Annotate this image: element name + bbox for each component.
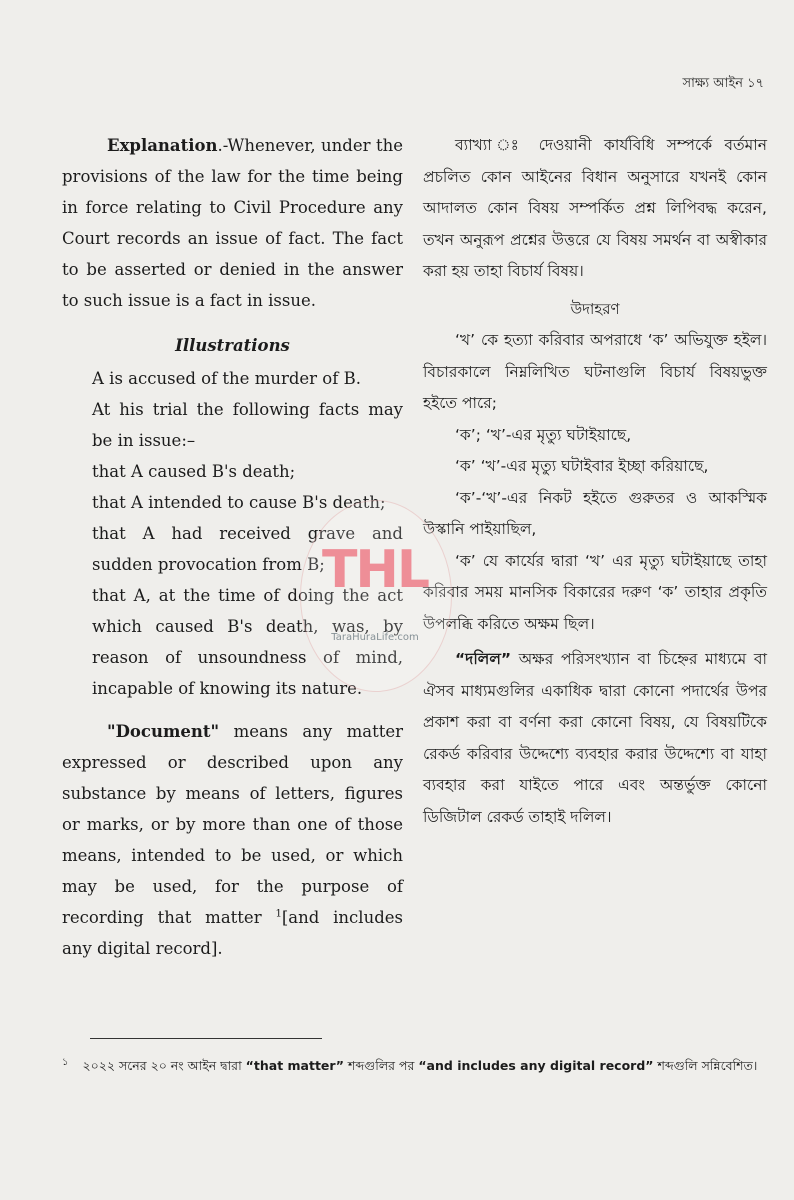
illustration-line: that A intended to cause B's death; [92, 493, 386, 512]
watermark-site: TaraHuraLife.com [331, 632, 419, 643]
english-column [62, 130, 403, 964]
document-definition [62, 716, 403, 964]
illustrations-heading-bn: উদাহরণ [570, 299, 620, 318]
illustration-line: A is accused of the murder of B. [92, 369, 361, 388]
explanation-term: Explanation [107, 136, 218, 155]
illustration-line: that A caused B's death; [92, 462, 296, 481]
bengali-column [423, 130, 767, 833]
footnote-text: শব্দগুলি সন্নিবেশিত। [653, 1058, 758, 1074]
document-term-bn: “দলিল” [455, 650, 512, 668]
footnote-text: শব্দগুলির পর [344, 1058, 419, 1074]
illustration-bn-line: ‘ক’ যে কার্যের দ্বারা ‘খ’ এর মৃত্যু ঘটাইয়াছে তাহা করিবার সময় মানসিক বিকারের দরুণ ‘ক’ তাহার প্রকৃতি উপলব্ধি করিতে অক্ষম ছিল। [423, 551, 767, 633]
footnote [62, 1052, 774, 1077]
document-text-bn: অক্ষর পরিসংখ্যান বা চিহ্নের মাধ্যমে বা ঐসব মাধ্যমগুলির একাধিক দ্বারা কোনো পদার্থের উপর প্রকাশ করা বা বর্ণনা করা কোনো বিষয়, যে বিষয়টিকে রেকর্ড করিবার উদ্দেশ্যে ব্যবহার করার উদ্দেশ্যে বা যাহা ব্যবহার করা যাইতে পারে এবং অন্তর্ভুক্ত কোনো ডিজিটাল রেকর্ড তাহাই দলিল। [423, 650, 767, 826]
illustrations-heading: Illustrations [175, 336, 290, 355]
footnote-marker[interactable]: 1 [275, 908, 282, 920]
watermark-logo: THL [321, 540, 429, 600]
illustration-line: that A, at the time of doing the act which caused B's death, was, by reason of unsoundness of mind, incapable of knowing its nature. [92, 586, 403, 698]
illustration-bn-line: ‘ক’; ‘খ’-এর মৃত্যু ঘটাইয়াছে, [455, 425, 632, 444]
footnote-quote: “that matter” [245, 1058, 345, 1074]
explanation-paragraph [62, 130, 403, 316]
footnote-quote: “and includes any digital record” [418, 1058, 654, 1074]
illustration-line: that A had received grave and sudden provocation from B; [92, 524, 403, 574]
document-text: means any matter expressed or described upon any substance by means of letters, figures or marks, or by more than one of those means, intended to be used, or which may be used, for the purpose of recording that matter [62, 722, 403, 927]
footnote-divider [90, 1038, 322, 1039]
running-header: সাক্ষ্য আইন ১৭ [682, 76, 764, 91]
footnote-number: ১ [62, 1057, 69, 1068]
document-tail: [and includes any digital record]. [62, 908, 403, 958]
footnote-text: ২০২২ সনের ২০ নং আইন দ্বারা [82, 1058, 246, 1074]
illustration-bn-line: ‘ক’-‘খ’-এর নিকট হইতে গুরুতর ও আকস্মিক উস্কানি পাইয়াছিল, [423, 488, 767, 538]
illustration-line: At his trial the following facts may be in issue:– [92, 400, 403, 450]
document-definition-bn [423, 644, 767, 833]
document-term: "Document" [107, 722, 220, 741]
illustration-bn-line: ‘ক’ ‘খ’-এর মৃত্যু ঘটাইবার ইচ্ছা করিয়াছে, [455, 457, 709, 475]
explanation-text: .-Whenever, under the provisions of the law for the time being in force relating to Civil Procedure any Court records an issue of fact. The fact to be asserted or denied in the answer to such issue is a fact in issue. [62, 136, 403, 310]
illustration-bn-line: ‘খ’ কে হত্যা করিবার অপরাধে ‘ক’ অভিযুক্ত হইল। বিচারকালে নিম্নলিখিত ঘটনাগুলি বিচার্য বিষয়ভুক্ত হইতে পারে; [423, 331, 767, 412]
explanation-bn: ব্যাখ্যা ঃ দেওয়ানী কার্যবিধি সম্পর্কে বর্তমান প্রচলিত কোন আইনের বিধান অনুসারে যখনই কোন আদালত কোন বিষয় সম্পর্কিত প্রশ্ন লিপিবদ্ধ করেন, তখন অনুরূপ প্রশ্নের উত্তরে যে বিষয় সমর্থন বা অস্বীকার করা হয় তাহা বিচার্য বিষয়। [423, 136, 767, 280]
